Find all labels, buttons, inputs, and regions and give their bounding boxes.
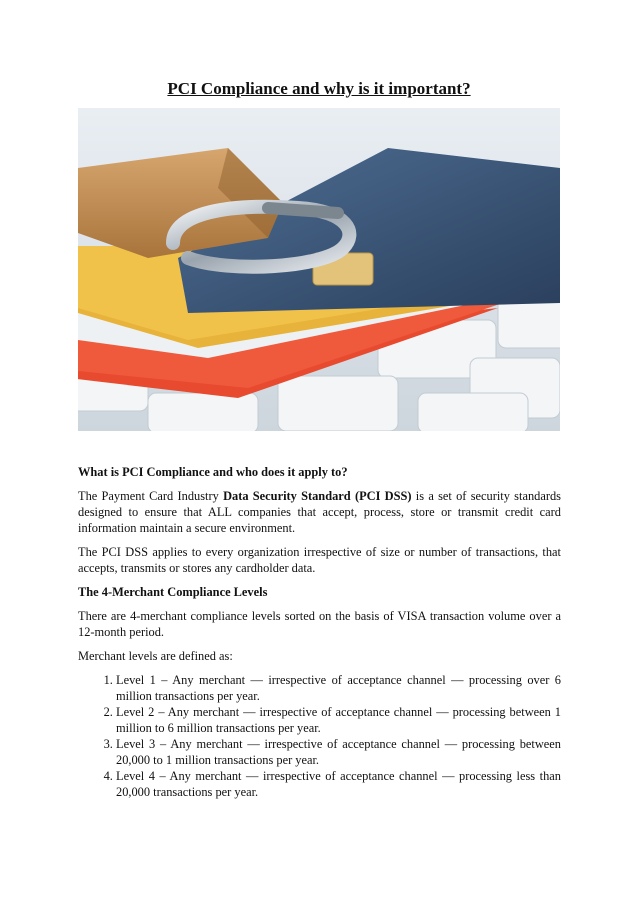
list-item: 4. Level 4 – Any merchant — irrespective of acceptance channel — processing less than 20,000 transactions per year. [116,768,561,800]
paragraph-levels-defined: Merchant levels are defined as: [78,649,233,663]
hero-image [78,108,560,431]
list-item: 2. Level 2 – Any merchant — irrespective of acceptance channel — processing between 1 million to 6 million transactions per year. [116,704,561,736]
section-heading-levels: The 4-Merchant Compliance Levels [78,585,268,599]
paragraph-text: is a set of security standards designed to ensure that ALL companies that accept, process, store or transmit credit card information maintain a secure environment. [78,489,561,535]
paragraph-applies: The PCI DSS applies to every organization irrespective of size or number of transactions, that accepts, transmits or stores any cardholder data. [78,545,561,575]
paragraph-levels-intro: There are 4-merchant compliance levels sorted on the basis of VISA transaction volume over a 12-month period. [78,609,561,639]
list-item: 3. Level 3 – Any merchant — irrespective of acceptance channel — processing between 20,000 to 1 million transactions per year. [116,736,561,768]
paragraph-pci-dss [78,488,561,536]
paragraph-text: The Payment Card Industry [78,489,224,503]
list-item: 1. Level 1 – Any merchant — irrespective of acceptance channel — processing over 6 million transactions per year. [116,672,561,704]
document-body [78,464,561,800]
section-heading-pci: What is PCI Compliance and who does it apply to? [78,465,348,479]
merchant-levels-list [78,672,561,800]
padlock-cards-illustration [78,108,560,431]
bold-term: Data Security Standard (PCI DSS) [223,489,412,503]
document-title: PCI Compliance and why is it important? [167,79,471,98]
